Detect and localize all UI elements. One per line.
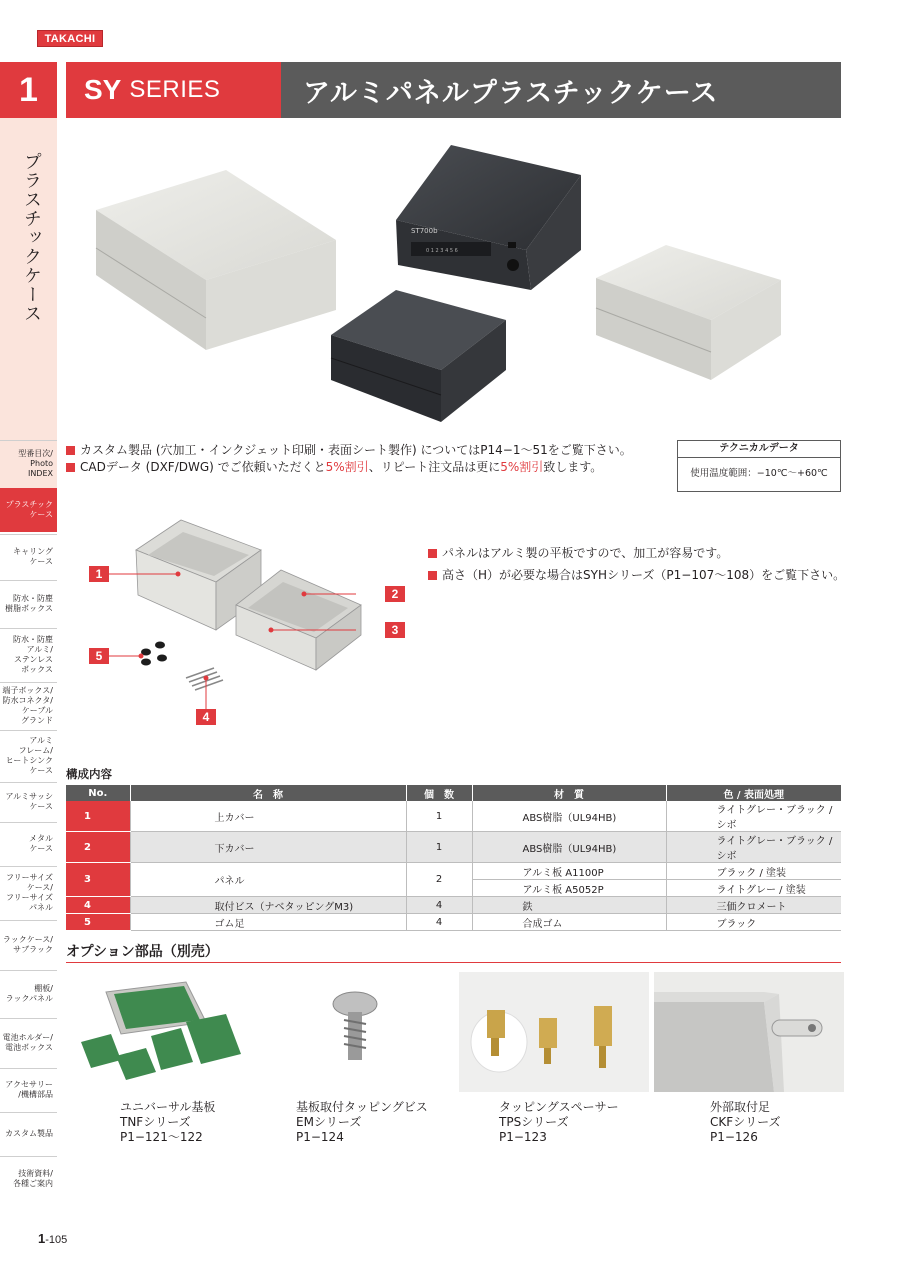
tapping-spacer-photo <box>459 972 649 1092</box>
sidebar-nav-item[interactable] <box>0 1068 57 1110</box>
panel-notes <box>428 542 848 586</box>
bullet-square-icon <box>66 463 75 472</box>
header-material: 材 質 <box>472 785 666 801</box>
sidebar-nav-item[interactable] <box>0 628 57 680</box>
sidebar-nav-label: アクセサリー /機構部品 <box>5 1079 53 1099</box>
sidebar-nav-item[interactable] <box>0 682 57 728</box>
bullet-square-icon <box>428 571 437 580</box>
options-divider <box>66 962 841 963</box>
technical-data-title: テクニカルデータ <box>678 441 840 458</box>
product-photo <box>66 130 841 430</box>
sidebar-nav-label: ラックケース/ サブラック <box>2 934 53 954</box>
series-code: SY <box>84 74 122 105</box>
option-series: EMシリーズ <box>296 1115 362 1129</box>
bullet-square-icon <box>66 446 75 455</box>
table-row: 5 ゴム足 4 合成ゴム ブラック <box>66 914 841 931</box>
option-page: P1−126 <box>710 1130 758 1144</box>
option-series: CKFシリーズ <box>710 1115 781 1129</box>
series-word: SERIES <box>129 76 221 103</box>
option-name: 外部取付足 <box>710 1100 771 1114</box>
sidebar-nav-label: フリーサイズ ケース/ フリーサイズ パネル <box>5 872 53 912</box>
table-row: 4 取付ビス（ナベタッピングM3) 4 鉄 三価クロメート <box>66 897 841 914</box>
sidebar-nav-item[interactable] <box>0 580 57 626</box>
sidebar-nav-item[interactable] <box>0 782 57 820</box>
custom-notes <box>66 442 666 476</box>
part-label-4: 4 <box>196 709 216 725</box>
chapter-sidebar <box>0 62 57 1192</box>
rubber-feet-part <box>141 642 167 666</box>
composition-title: 構成内容 <box>66 767 112 781</box>
option-universal-board <box>66 972 256 1145</box>
universal-board-photo <box>66 972 256 1092</box>
brand-logo: TAKACHI <box>37 30 103 47</box>
part-label-2: 2 <box>385 586 405 602</box>
note-custom-products: カスタム製品 (穴加工・インクジェット印刷・表面シート製作) についてはP14−1〜51をご覧下さい。 <box>66 442 666 459</box>
sidebar-nav-label: 端子ボックス/ 防水コネクタ/ ケーブル グランド <box>2 685 53 725</box>
table-row: 1 上カバー 1 ABS樹脂（UL94HB) ライトグレー・ブラック / シボ <box>66 801 841 832</box>
chapter-number: 1 <box>0 62 57 118</box>
option-page: P1−123 <box>499 1130 547 1144</box>
note-syh-series: 高さ（H）が必要な場合はSYHシリーズ（P1−107〜108）をご覧下さい。 <box>428 564 848 586</box>
option-tapping-screw <box>258 972 448 1145</box>
page-title: アルミパネルプラスチックケース <box>281 62 841 118</box>
table-row: 3 パネル 2 アルミ板 A1100P ブラック / 塗装 <box>66 863 841 880</box>
page-number: 1-105 <box>38 1231 68 1246</box>
note-panel-material: パネルはアルミ製の平板ですので、加工が容易です。 <box>428 542 848 564</box>
sidebar-nav-item[interactable] <box>0 730 57 780</box>
part-label-3: 3 <box>385 622 405 638</box>
series-badge <box>66 62 281 118</box>
note-cad-discount: CADデータ (DXF/DWG) でご依頼いただくと 5%割引 、リピート注文品は更に 5%割引 致します。 <box>66 459 666 476</box>
part-label-5: 5 <box>89 648 109 664</box>
option-name: ユニバーサル基板 <box>120 1100 216 1114</box>
device-scale: 0 1 2 3 4 5 6 <box>426 248 458 254</box>
black-case-device <box>396 145 581 290</box>
sidebar-nav-item[interactable] <box>0 1018 57 1066</box>
sidebar-nav-label: アルミ フレーム/ ヒートシンク ケース <box>5 735 53 775</box>
table-row: アルミ板 A5052P ライトグレー / 塗装 <box>66 880 841 897</box>
sidebar-nav-item[interactable] <box>0 920 57 968</box>
option-series: TNFシリーズ <box>120 1115 191 1129</box>
external-foot-photo <box>654 972 844 1092</box>
composition-table <box>66 785 841 931</box>
sidebar-nav-label: 技術資料/ 各種ご案内 <box>13 1168 53 1188</box>
grey-case-large <box>96 170 336 350</box>
option-page: P1−124 <box>296 1130 344 1144</box>
sidebar-nav-item[interactable] <box>0 822 57 864</box>
sidebar-nav-label: 棚板/ ラックパネル <box>5 983 53 1003</box>
sidebar-nav-label: 型番目次/ Photo INDEX <box>18 448 53 478</box>
option-name: タッピングスペーサー <box>499 1100 619 1114</box>
grey-case-small <box>596 245 781 380</box>
sidebar-nav-label: カスタム製品 <box>5 1128 53 1138</box>
series-header <box>66 62 841 118</box>
option-name: 基板取付タッピングビス <box>296 1100 428 1114</box>
sidebar-nav-label: 防水・防塵 樹脂ボックス <box>5 593 53 613</box>
black-case-small <box>331 290 506 422</box>
table-row: 2 下カバー 1 ABS樹脂（UL94HB) ライトグレー・ブラック / シボ <box>66 832 841 863</box>
sidebar-nav-item[interactable] <box>0 488 57 532</box>
sidebar-nav-item[interactable] <box>0 970 57 1016</box>
sidebar-nav-label: アルミサッシ ケース <box>5 791 53 811</box>
chapter-label: プラスチックケース <box>21 152 42 323</box>
sidebar-nav-item[interactable] <box>0 1112 57 1154</box>
header-qty: 個 数 <box>406 785 472 801</box>
option-tapping-spacer <box>459 972 649 1145</box>
header-color: 色 / 表面処理 <box>666 785 841 801</box>
bullet-square-icon <box>428 549 437 558</box>
sidebar-nav-item[interactable] <box>0 1156 57 1200</box>
table-header-row <box>66 785 841 801</box>
sidebar-nav-label: 電池ホルダー/ 電池ボックス <box>2 1032 53 1052</box>
sidebar-nav-item[interactable] <box>0 866 57 918</box>
sidebar-nav-label: キャリング ケース <box>13 546 53 566</box>
device-label: ST700b <box>411 227 438 235</box>
sidebar-nav-item[interactable] <box>0 440 57 486</box>
sidebar-nav-item[interactable] <box>0 534 57 578</box>
technical-data-box <box>677 440 841 492</box>
option-page: P1−121〜122 <box>120 1130 203 1144</box>
sidebar-nav-label: プラスチック ケース <box>5 500 53 519</box>
options-title: オプション部品（別売） <box>66 944 219 960</box>
option-external-foot <box>654 972 844 1145</box>
header-no: No. <box>66 785 130 801</box>
temperature-range: 使用温度範囲：−10℃〜+60℃ <box>690 468 828 479</box>
tapping-screw-photo <box>258 972 448 1092</box>
parts-diagram <box>86 510 406 730</box>
sidebar-nav-label: 防水・防塵 アルミ/ ステンレス ボックス <box>13 634 53 674</box>
header-name: 名 称 <box>130 785 406 801</box>
part-label-1: 1 <box>89 566 109 582</box>
sidebar-nav-label: メタル ケース <box>29 833 53 853</box>
option-series: TPSシリーズ <box>499 1115 569 1129</box>
